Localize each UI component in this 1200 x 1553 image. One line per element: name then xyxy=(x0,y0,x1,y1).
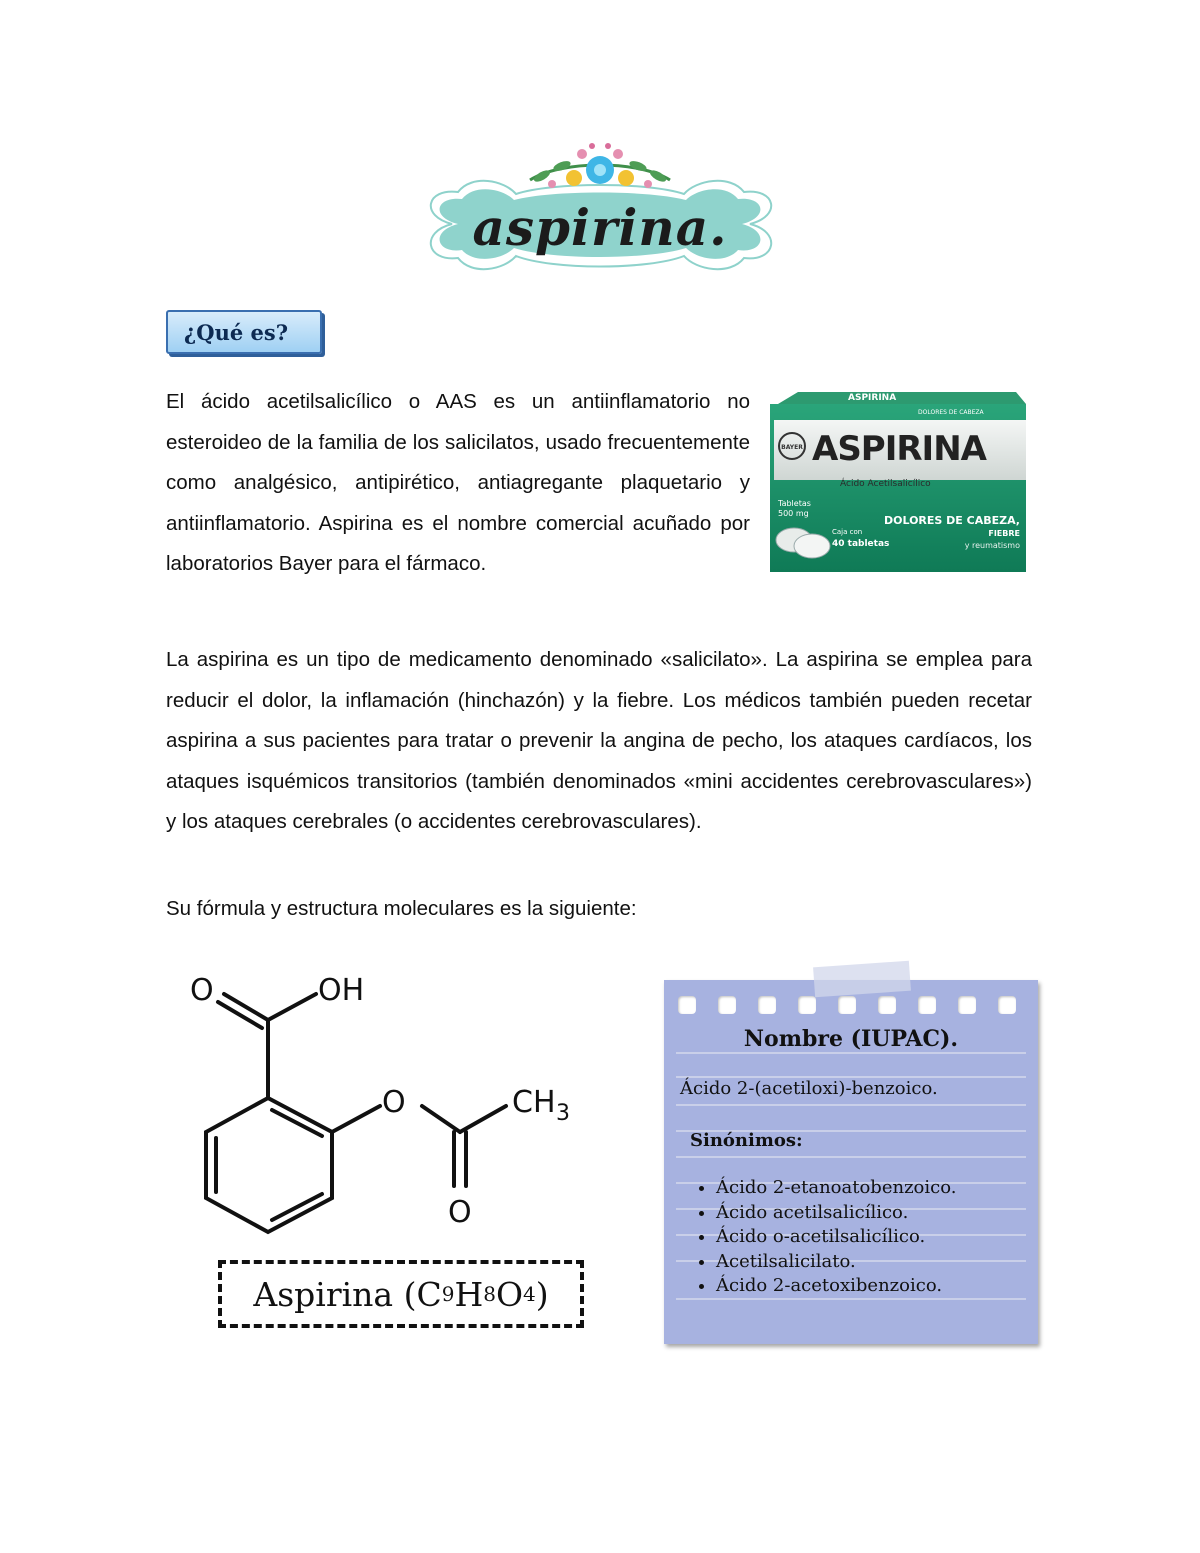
box-indication-3: y reumatismo xyxy=(964,541,1020,550)
atom-o-bottom: O xyxy=(448,1195,472,1230)
list-item: • Ácido acetilsalicílico. xyxy=(716,1201,956,1226)
aspirin-structure-diagram xyxy=(166,960,596,1250)
atom-ch3-sub: 3 xyxy=(556,1101,570,1126)
atom-oh: OH xyxy=(318,973,365,1008)
list-item: • Acetilsalicilato. xyxy=(716,1250,956,1275)
iupac-title: Nombre (IUPAC). xyxy=(743,1026,959,1052)
description-paragraph: La aspirina es un tipo de medicamento denominado «salicilato». La aspirina se emplea para reducir el dolor, la inflamación (hinchazón) y la fiebre. Los médicos también pueden recetar aspirina a sus pacientes para tratar o prevenir la angina de pecho, los ataques cardíacos, los ataques isquémicos transitorios (también denominados «mini accidentes cerebrovasculares») y los ataques cerebrales (o accidentes cerebrovasculares). xyxy=(166,648,1032,833)
title-banner xyxy=(412,140,788,280)
formula-intro: Su fórmula y estructura moleculares es la siguiente: xyxy=(166,897,637,920)
list-item: • Ácido 2-etanoatobenzoico. xyxy=(716,1176,956,1201)
list-item: • Ácido 2-acetoxibenzoico. xyxy=(716,1274,956,1299)
formula-close: ) xyxy=(535,1274,549,1314)
box-count-label: Caja con xyxy=(832,528,863,536)
box-brand: ASPIRINA xyxy=(812,429,986,469)
intro-paragraph: El ácido acetilsalicílico o AAS es un antiinflamatorio no esteroideo de la familia de los salicilatos, usado frecuentemente como analgésico, antipirético, antiagregante plaquetario y antiinflamatorio. Aspirina es el nombre comercial acuñado por laboratorios Bayer para el fármaco. xyxy=(166,390,750,575)
formula-h-sub: 8 xyxy=(483,1282,496,1306)
box-count: 40 tabletas xyxy=(832,539,890,549)
iupac-name: Ácido 2-(acetiloxi)-benzoico. xyxy=(680,1078,938,1099)
formula-h: H xyxy=(454,1274,484,1314)
formula-open: (C xyxy=(403,1274,442,1314)
iupac-note-card xyxy=(664,980,1038,1344)
formula-o: O xyxy=(495,1274,524,1314)
box-indication-2: FIEBRE xyxy=(988,529,1020,538)
synonyms-label: Sinónimos: xyxy=(690,1130,803,1151)
binder-holes xyxy=(678,996,1016,1014)
box-top-brand: ASPIRINA xyxy=(848,393,897,403)
list-item: • Ácido o-acetilsalicílico. xyxy=(716,1225,956,1250)
tape-decoration xyxy=(813,961,911,998)
page-title: aspirina. xyxy=(472,198,728,257)
formula-c-sub: 9 xyxy=(441,1282,455,1306)
box-top-indication: DOLORES DE CABEZA xyxy=(918,409,984,416)
atom-o-ester: O xyxy=(382,1085,406,1120)
box-dose: 500 mg xyxy=(778,509,809,518)
formula-o-sub: 4 xyxy=(523,1282,536,1306)
aspirina-product-box xyxy=(768,390,1026,574)
atom-ch3: CH xyxy=(512,1085,556,1120)
bayer-logo: BAYER xyxy=(781,444,803,451)
atom-o-top: O xyxy=(190,973,214,1008)
product-box-graphic xyxy=(768,390,1026,574)
synonyms-list xyxy=(682,1176,956,1299)
formula-label xyxy=(218,1260,584,1328)
formula-name: Aspirina xyxy=(253,1274,394,1314)
molecular-structure xyxy=(166,960,596,1250)
que-es-heading: ¿Qué es? xyxy=(166,310,322,354)
box-ingredient: Ácido Acetilsalicílico xyxy=(840,479,931,489)
box-indication-1: DOLORES DE CABEZA, xyxy=(883,514,1020,527)
box-tablets: Tabletas xyxy=(778,499,811,508)
flower-decoration-icon xyxy=(530,143,670,188)
